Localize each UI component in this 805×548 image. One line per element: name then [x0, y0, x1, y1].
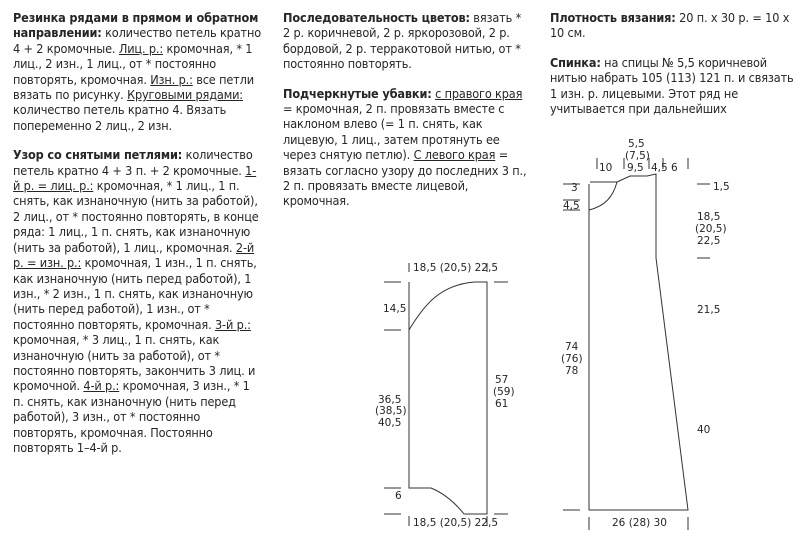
- neck-width-2: (7,5): [625, 150, 650, 162]
- colors-title: Последовательность цветов:: [283, 10, 470, 25]
- total-length-1: 74: [565, 341, 579, 353]
- armhole-3: 22,5: [697, 235, 721, 247]
- shoulder-1: 4,5: [651, 162, 668, 174]
- neck-depth-3: 3: [571, 182, 578, 194]
- shoulder-2: 6: [671, 162, 678, 174]
- sleeve-height-1: 57: [495, 374, 509, 386]
- armhole-2: (20,5): [695, 223, 727, 235]
- gauge: Плотность вязания: 20 п. х 30 р. = 10 х 10 см.: [550, 10, 790, 41]
- lower-height: 40: [697, 424, 711, 436]
- sleeve-length-2: (38,5): [375, 405, 407, 417]
- sleeve-labels: [375, 262, 515, 529]
- sleeve-length-1: 36,5: [378, 394, 402, 406]
- neck-depth-45: 4,5: [563, 200, 580, 212]
- mid-height: 21,5: [697, 304, 721, 316]
- armhole-1: 18,5: [697, 211, 721, 223]
- total-length-2: (76): [561, 353, 583, 365]
- hem-width: 26 (28) 30: [612, 517, 667, 529]
- gauge-title: Плотность вязания:: [550, 10, 676, 25]
- color-sequence: Последовательность цветов: вязать * 2 р. коричневой, 2 р. яркорозовой, 2 р. бордовой, 2 р. терракотовой нитью, от * постоянно повторять.: [283, 10, 522, 72]
- sleeve-length-3: 40,5: [378, 417, 402, 429]
- rib-pattern: Резинка рядами в прямом и обратном направлении: количество петель кратно 4 + 2 кромочные. Лиц. р.: кромочная, * 1 лиц., 2 изн., 1 лиц., от * постоянно повторять, кромочная. Изн. р.: все петли вязать по рисунку. Круговыми рядами: количество петель кратно 4. Вязать попеременно 2 лиц., 2 изн.: [13, 10, 261, 133]
- shoulder-drop: 1,5: [713, 181, 730, 193]
- slip-title: Узор со снятыми петлями:: [13, 147, 183, 163]
- sleeve-top-width: 18,5 (20,5) 22,5: [413, 262, 499, 274]
- back-instructions: Спинка: на спицы № 5,5 коричневой нитью набрать 105 (113) 121 п. и связать 1 изн. р. лицевыми. Этот ряд не учитывается при дальнейших: [550, 54, 794, 117]
- sleeve-outline: [409, 282, 487, 514]
- back-outline: [589, 174, 688, 510]
- slipped-stitch-pattern: Узор со снятыми петлями: количество петель кратно 4 + 3 п. + 2 кромочные. 1-й р. = лиц. р.: кромочная, * 1 лиц., 1 п. снять, как изнаночную (нить за работой), 2 лиц., от * постоянно повторять, в конце ряда: 1 лиц., 1 п. снять, как изнаночную (нить за работой), 1 лиц., кромочная. 2-й р. = изн. р.: кромочная, 1 изн., 1 п. снять, как изнаночную (нить перед работой), 1 изн., * 2 изн., 1 п. снять, как изнаночную (нить перед работой), 1 изн., от * постоянно повторять, кромочная. 3-й р.: кромочная, * 3 лиц., 1 п. снять, как изнаночную (нить за работой), от * постоянно повторять, закончить 3 лиц. и кромочной. 4-й р.: кромочная, 3 изн., * 1 п. снять, как изнаночную (нить перед работой), 3 изн., от * постоянно повторять, кромочная. Постоянно повторять 1–4-й р.: [13, 147, 259, 455]
- decreases: Подчеркнутые убавки: с правого края = кромочная, 2 п. провязать вместе с наклоном влево (= 1 п. снять, как лицевую, 1 лиц., затем протянуть ее через снятую петлю). С левого края = вязать согласно узору до последних 3 п., 2 п. провязать вместе лицевой, кромочная.: [283, 85, 527, 209]
- total-length-3: 78: [565, 365, 579, 377]
- back-schematic: [563, 158, 710, 530]
- decreases-title: Подчеркнутые убавки:: [283, 85, 432, 101]
- back-labels: [561, 138, 730, 529]
- sleeve-bottom-width: 18,5 (20,5) 22,5: [413, 517, 499, 529]
- top-left-width: 10: [599, 162, 613, 174]
- sleeve-cuff: 6: [395, 490, 402, 502]
- back-title: Спинка:: [550, 54, 601, 70]
- sleeve-cap-height: 14,5: [383, 303, 407, 315]
- sleeve-height-2: (59): [493, 386, 515, 398]
- sleeve-height-3: 61: [495, 398, 509, 410]
- neck-width-3: 9,5: [627, 162, 644, 174]
- rib-title: Резинка рядами в прямом и обратном направлении:: [13, 10, 259, 41]
- neck-width-1: 5,5: [628, 138, 645, 150]
